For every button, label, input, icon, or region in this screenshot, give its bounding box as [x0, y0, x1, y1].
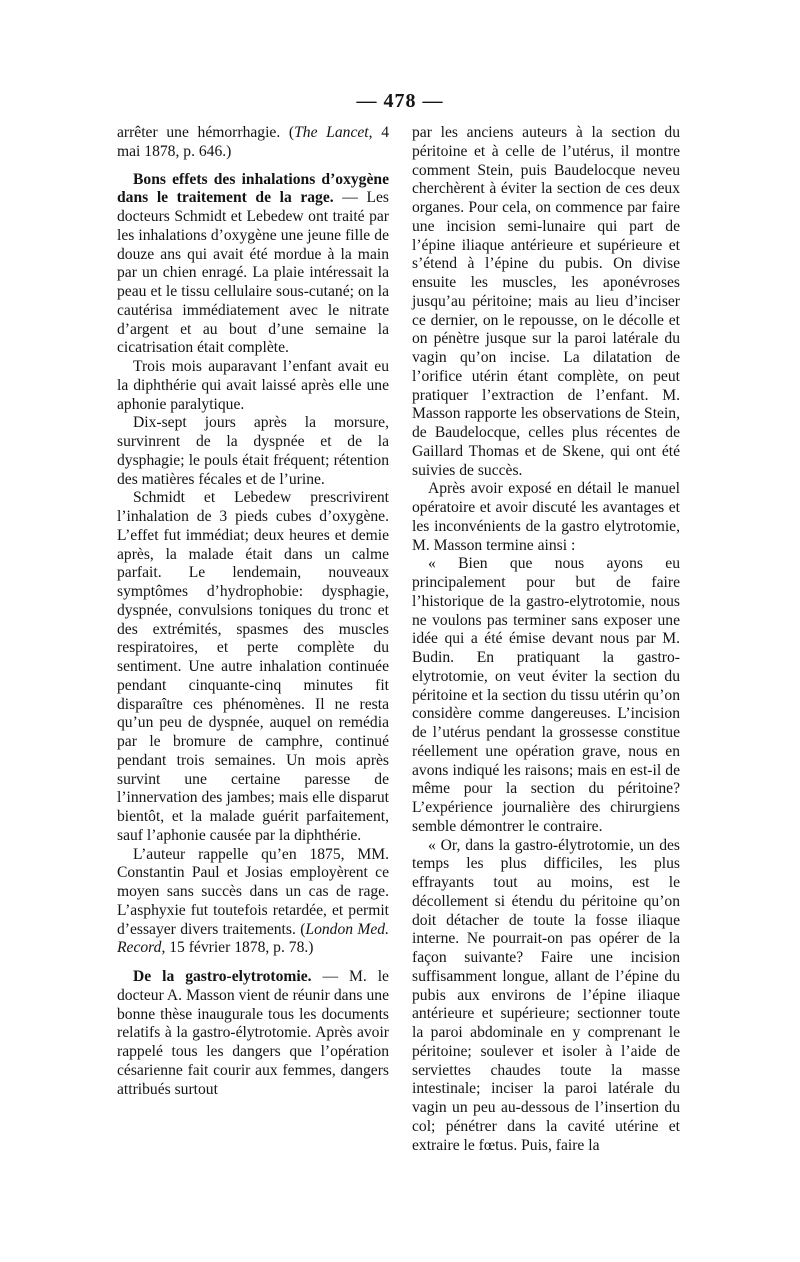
- citation-details: , 4 mai 1878, p. 646.): [117, 124, 389, 160]
- paragraph-apres: Après avoir exposé en détail le manuel opératoire et avoir discuté les avantages et les inconvénients de la gastro elytrotomie, M. Masson termine ainsi :: [412, 480, 680, 554]
- right-column: [412, 124, 680, 1155]
- paragraph-text: arrêter une hémorrhagie. (: [117, 124, 295, 141]
- journal-citation: London Med. Record: [117, 920, 389, 957]
- section-gastro-elytrotomie: [117, 968, 389, 1099]
- paragraph-text: L’auteur rappelle qu’en 1875, MM. Constantin Paul et Josias employèrent ce moyen sans succès dans un cas de rage. L’asphyxie fut toutefois retardée, et permit d’essayer divers traitements. (: [117, 845, 389, 938]
- paragraph-dix-sept: Dix-sept jours après la morsure, survinrent de la dyspnée et de la dysphagie; le pouls était fréquent; rétention des matières fécales et de l’urine.: [117, 414, 389, 488]
- paragraph-continued: [117, 124, 389, 162]
- section-text: — Les docteurs Schmidt et Lebedew ont traité par les inhalations d’oxygène une jeune fille de douze ans qui avait été mordue à la main par un chien enragé. La plaie intéressait la peau et le tissu cellulaire sous-cutané; on la cautérisa immédiatement avec le nitrate d’argent et au bout d’une semaine la cicatrisation était complète.: [117, 189, 390, 357]
- journal-citation: The Lancet: [294, 124, 369, 141]
- section-oxygen-rage: [117, 171, 389, 359]
- citation-details: , 15 février 1878, p. 78.): [161, 939, 314, 957]
- page-number: — 478 —: [356, 90, 444, 112]
- paragraph-continued-right: par les anciens auteurs à la section du péritoine et à celle de l’utérus, il montre comment Stein, puis Baudelocque neveu cherchèrent à éviter la section de ces deux organes. Pour cela, on commence par faire une incision semi-lunaire qui part de l’épine iliaque antérieure et supérieure et s’étend à l’épine du pubis. On divise ensuite les muscles, les aponévroses jusqu’au péritoine; mais au lieu d’inciser ce dernier, on le repousse, on le décolle et on pénètre jusque sur la paroi latérale du vagin qu’on incise. La dilatation de l’orifice utérin étant complète, on peut pratiquer l’extraction de l’enfant. M. Masson rapporte les observations de Stein, de Baudelocque, celles plus récentes de Gaillard Thomas et de Skene, qui ont été suivies de succès.: [412, 124, 680, 479]
- quote-paragraph-2: « Or, dans la gastro-élytrotomie, un des temps les plus difficiles, les plus effrayants tout au moins, est le décollement si étendu du péritoine qu’on doit détacher de toute la fosse iliaque interne. Ne pourrait-on pas opérer de la façon suivante? Faire une incision suffisamment longue, allant de l’épine du pubis aux environs de l’épine iliaque antérieure et supérieure; sectionner toute la paroi abdominale en y comprenant le péritoine; soulever et isoler à l’aide de serviettes chaudes toute la masse intestinale; inciser la paroi latérale du vagin un peu au-dessous de l’insertion du col; pénétrer dans la cavité utérine et extraire le fœtus. Puis, faire la: [412, 836, 680, 1154]
- section-text: — M. le docteur A. Masson vient de réunir dans une bonne thèse inaugurale tous les documents relatifs à la gastro-élytrotomie. Après avoir rappelé tous les dangers que l’opération césarienne fait courir aux femmes, dangers attribués surtout: [117, 968, 389, 1098]
- quote-paragraph-1: « Bien que nous ayons eu principalement pour but de faire l’historique de la gastro-elytrotomie, nous ne voulons pas terminer sans exposer une idée qui a été émise devant nous par M. Budin. En pratiquant la gastro-elytrotomie, on veut éviter la section du péritoine et la section du tissu utérin qu’on considère comme dangereuses. L’incision de l’utérus pendant la grossesse constitue réellement une opération grave, nous en avons indiqué les raisons; mais en est-il de même pour la section du péritoine? L’expérience journalière des chirurgiens semble démontrer le contraire.: [412, 555, 680, 835]
- paragraph-trois-mois: Trois mois auparavant l’enfant avait eu la diphthérie qui avait laissé après elle une aphonie paralytique.: [117, 358, 389, 413]
- section-title: Bons effets des inhalations d’oxygène dans le traitement de la rage.: [117, 170, 389, 207]
- section-title: De la gastro-elytrotomie.: [133, 968, 312, 985]
- paragraph-auteur: [117, 846, 389, 959]
- paragraph-schmidt: Schmidt et Lebedew prescrivirent l’inhalation de 3 pieds cubes d’oxygène. L’effet fut immédiat; deux heures et demie après, la malade était dans un calme parfait. Le lendemain, nouveaux symptômes d’hydrophobie: dysphagie, dyspnée, convulsions toniques du tronc et des extrémités, spasmes des muscles respiratoires, et perte complète du sentiment. Une autre inhalation continuée pendant cinquante-cinq minutes fit disparaître ces phénomènes. Il ne resta qu’un peu de dyspnée, auquel on remédia par le bromure de camphre, continué pendant trois semaines. Un mois après survint une certaine paresse de l’innervation des jambes; mais elle disparut bientôt, et la malade guérit parfaitement, sauf l’aphonie causée par la diphthérie.: [117, 489, 389, 844]
- left-column: [117, 124, 389, 1099]
